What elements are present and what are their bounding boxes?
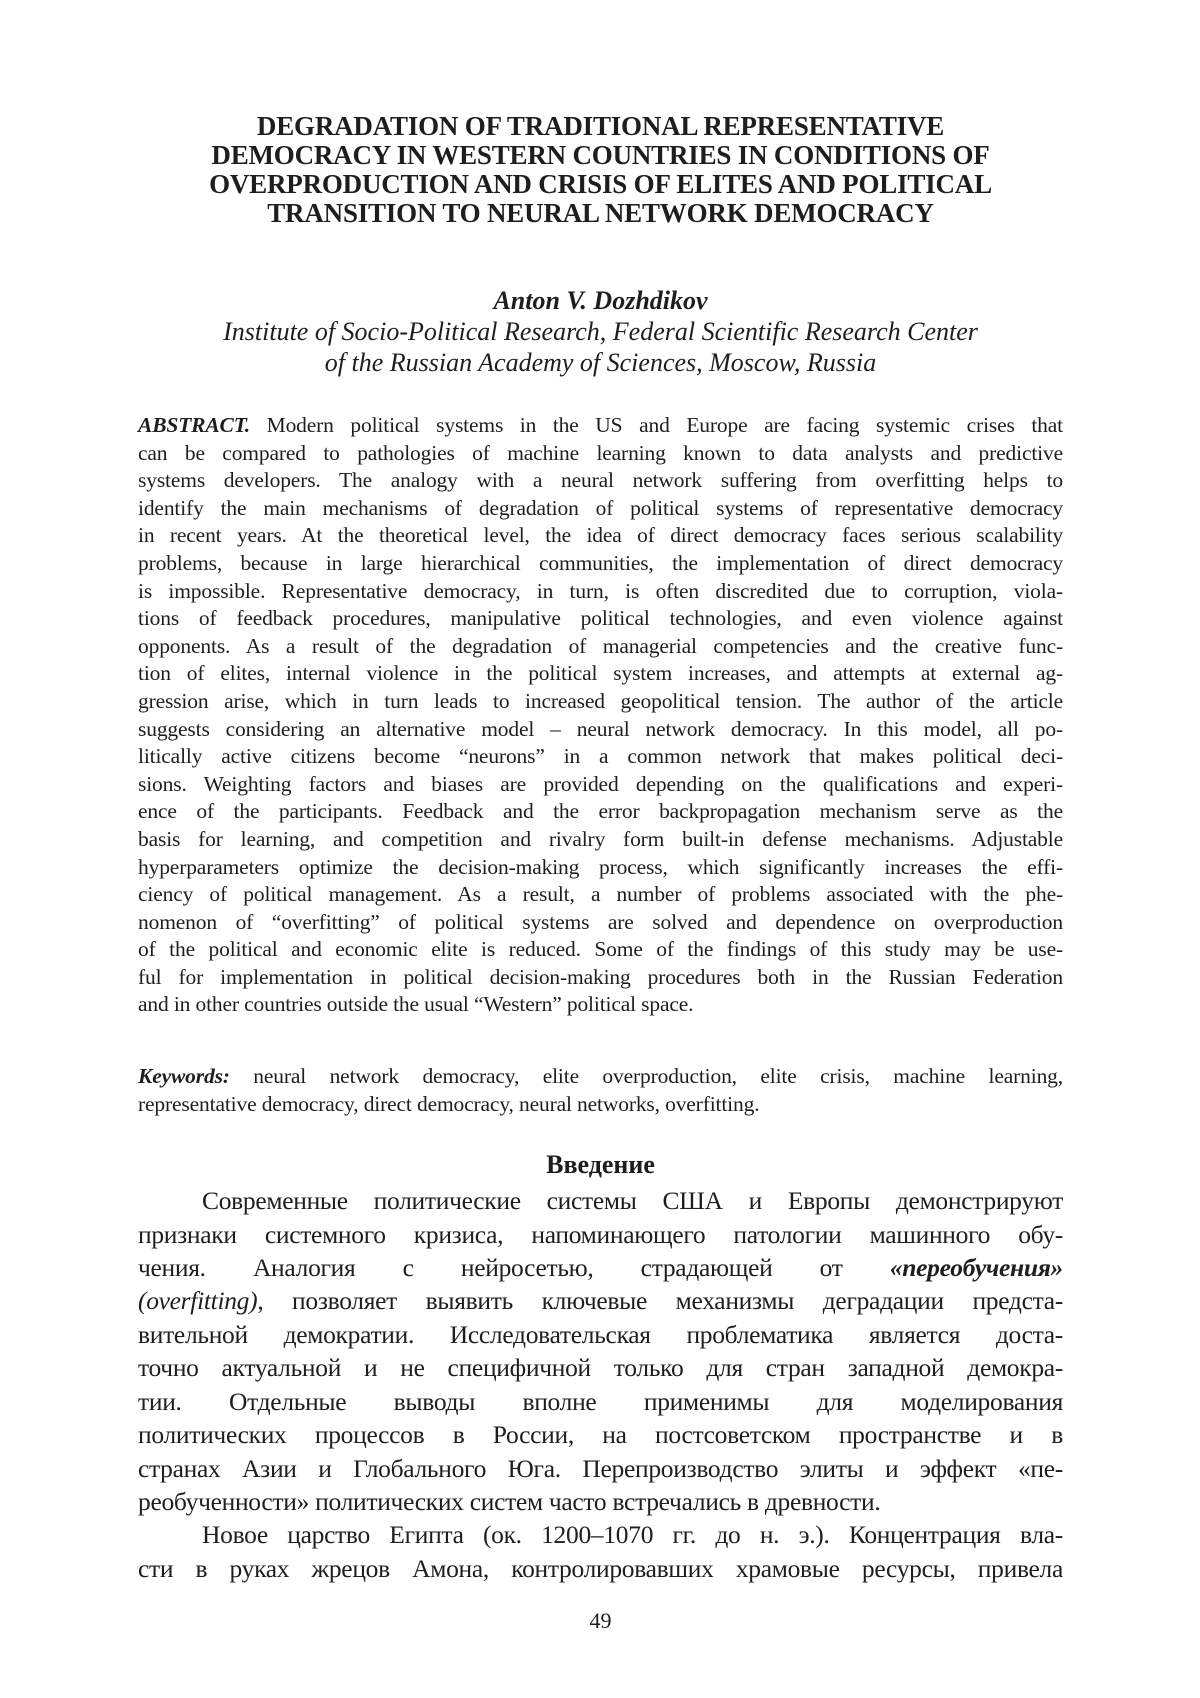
text-line: чения. Аналогия с нейросетью, страдающей от «переобучения» [138, 1253, 1063, 1283]
text-line: Современные политические системы США и Европы демонстрируют [202, 1186, 1063, 1216]
text-line: вительной демократии. Исследовательская проблематика является доста- [138, 1319, 1063, 1349]
text-line: признаки системного кризиса, напоминающего патологии машинного обу- [138, 1219, 1063, 1249]
text-line: hyperparameters optimize the decision-making process, which significantly increases the effi- [138, 854, 1063, 879]
author-block [138, 285, 1063, 378]
text-line: tions of feedback procedures, manipulative political technologies, and even violence against [138, 606, 1063, 631]
paper-title [138, 0, 1063, 228]
introduction-body [138, 1184, 1063, 1585]
text-line: systems developers. The analogy with a neural network suffering from overfitting helps to [138, 468, 1063, 493]
text-line: is impossible. Representative democracy, in turn, is often discredited due to corruption, viola- [138, 578, 1063, 603]
text-line: точно актуальной и не специфичной только для стран западной демокра- [138, 1353, 1063, 1383]
text-line: tion of elites, internal violence in the political system increases, and attempts at external ag- [138, 661, 1063, 686]
text-line: Новое царство Египта (ок. 1200–1070 гг. до н. э.). Концентрация вла- [202, 1520, 1063, 1550]
text-line: of the political and economic elite is reduced. Some of the findings of this study may be use- [138, 937, 1063, 962]
text-line: and in other countries outside the usual “Western” political space. [138, 992, 694, 1017]
introduction-paragraph [138, 1518, 1063, 1585]
author-affiliation [138, 316, 1063, 378]
text-line: TRANSITION TO NEURAL NETWORK DEMOCRACY [267, 198, 934, 228]
text-line: странах Азии и Глобального Юга. Перепроизводство элиты и эффект «пе- [138, 1453, 1063, 1483]
text-line: of the Russian Academy of Sciences, Moscow, Russia [324, 348, 877, 377]
text-line: nomenon of “overfitting” of political systems are solved and dependence on overproduction [138, 909, 1063, 934]
text-line: identify the main mechanisms of degradation of political systems of representative democracy [138, 495, 1063, 520]
section-heading-introduction: Введение [546, 1150, 655, 1180]
text-line: Keywords: neural network democracy, elite overproduction, elite crisis, machine learning, [138, 1064, 1063, 1089]
text-line: Institute of Socio-Political Research, Federal Scientific Research Center [223, 317, 978, 346]
text-line: opponents. As a result of the degradation of managerial competencies and the creative func- [138, 633, 1063, 658]
text-line: ciency of political management. As a result, a number of problems associated with the phe- [138, 882, 1063, 907]
page-content [138, 0, 1063, 1634]
text-line: in recent years. At the theoretical level, the idea of direct democracy faces serious scalability [138, 523, 1063, 548]
text-line: OVERPRODUCTION AND CRISIS OF ELITES AND POLITICAL [209, 169, 992, 199]
abstract-text [138, 412, 1063, 1019]
text-line: DEGRADATION OF TRADITIONAL REPRESENTATIVE [256, 111, 945, 141]
text-line: (overfitting), позволяет выявить ключевые механизмы деградации предста- [138, 1286, 1063, 1316]
text-line: litically active citizens become “neurons” in a common network that makes political deci- [138, 744, 1063, 769]
text-line: sions. Weighting factors and biases are provided depending on the qualifications and experi- [138, 771, 1063, 796]
text-line: gression arise, which in turn leads to increased geopolitical tension. The author of the article [138, 688, 1063, 713]
text-line: representative democracy, direct democracy, neural networks, overfitting. [138, 1091, 760, 1116]
page-number: 49 [589, 1608, 612, 1634]
introduction-paragraph [138, 1184, 1063, 1518]
text-line: ful for implementation in political decision-making procedures both in the Russian Federation [138, 964, 1063, 989]
text-line: реобученности» политических систем часто встречались в древности. [138, 1486, 881, 1516]
text-line: ence of the participants. Feedback and the error backpropagation mechanism serve as the [138, 799, 1063, 824]
text-line: DEMOCRACY IN WESTERN COUNTRIES IN CONDITIONS OF [211, 140, 990, 170]
text-line: can be compared to pathologies of machine learning known to data analysts and predictive [138, 440, 1063, 465]
text-line: политических процессов в России, на постсоветском пространстве и в [138, 1420, 1063, 1450]
author-name: Anton V. Dozhdikov [493, 286, 708, 315]
text-line: тии. Отдельные выводы вполне применимы для моделирования [138, 1386, 1063, 1416]
text-line: basis for learning, and competition and rivalry form built-in defense mechanisms. Adjustable [138, 826, 1063, 851]
text-line: suggests considering an alternative model – neural network democracy. In this model, all po- [138, 716, 1063, 741]
text-line: problems, because in large hierarchical communities, the implementation of direct democracy [138, 550, 1063, 575]
text-line: ABSTRACT. Modern political systems in the US and Europe are facing systemic crises that [138, 413, 1063, 437]
keywords-text [138, 1063, 1063, 1118]
text-line: сти в руках жрецов Амона, контролировавших храмовые ресурсы, привела [138, 1553, 1063, 1583]
